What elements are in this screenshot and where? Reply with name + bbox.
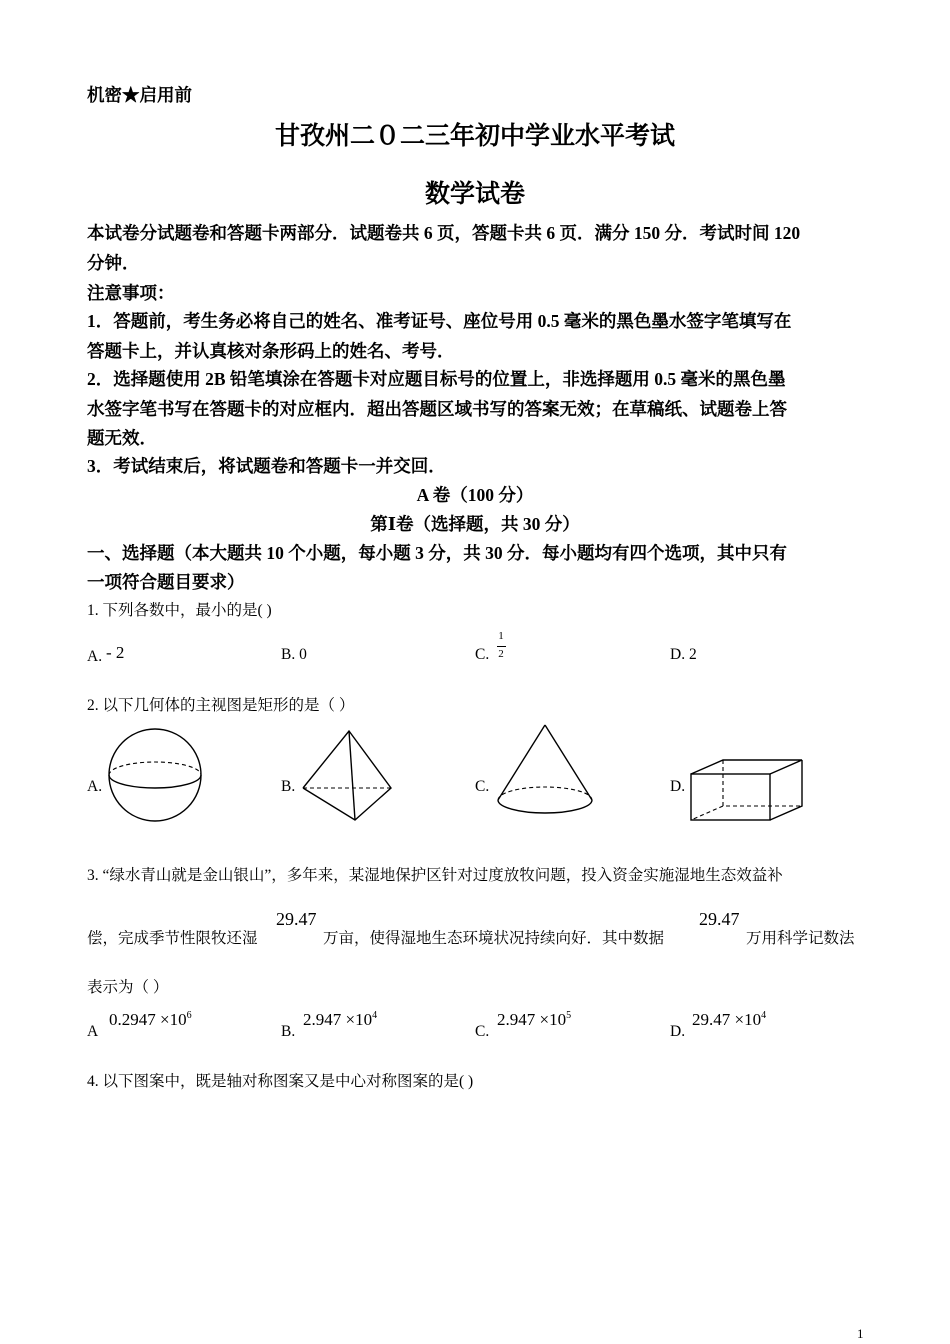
q3-option-d-exponent: 4: [761, 1010, 767, 1021]
note-3: 3．考试结束后，将试题卷和答题卡一并交回．: [87, 456, 446, 476]
q3-number-1: 29.47: [276, 909, 317, 929]
notes-heading: 注意事项：: [87, 283, 175, 303]
q1-option-c-label: C.: [475, 646, 490, 663]
q3-option-a-exponent: 6: [186, 1010, 192, 1021]
q3-option-a-base: 0.2947 ×10: [109, 1010, 187, 1029]
pyramid-figure: [303, 731, 391, 820]
sphere-figure: [109, 729, 201, 821]
q2-option-c-label: C.: [475, 778, 490, 795]
q3-option-d-label: D.: [670, 1023, 686, 1040]
intro-line-1: 本试卷分试题卷和答题卡两部分．试题卷共 6 页，答题卡共 6 页．满分 150 分．考试时间 120: [87, 223, 801, 243]
q3-line-1: 3. “绿水青山就是金山银山”，多年来，某湿地保护区针对过度放牧问题，投入资金实施湿地生态效益补: [87, 867, 783, 884]
q3-option-b-exponent: 4: [372, 1010, 378, 1021]
note-2-line-2: 水签字笔书写在答题卡的对应框内．超出答题区域书写的答案无效；在草稿纸、试题卷上答: [87, 399, 787, 419]
exam-title: 甘孜州二０二三年初中学业水平考试: [274, 123, 675, 150]
q2-option-a-label: A.: [87, 778, 103, 795]
q4-stem: 4. 以下图案中，既是轴对称图案又是中心对称图案的是( ): [87, 1073, 474, 1090]
q1-stem: 1. 下列各数中，最小的是( ): [87, 602, 272, 619]
note-1-line-2: 答题卡上，并认真核对条形码上的姓名、考号．: [87, 341, 455, 361]
q3-number-2: 29.47: [699, 909, 740, 929]
q1-option-a-label: A.: [87, 648, 106, 665]
q2-option-d-label: D.: [670, 778, 686, 795]
q3-option-c-exponent: 5: [566, 1010, 572, 1021]
q2-option-b-label: B.: [281, 778, 296, 795]
q1-option-c-denominator: 2: [498, 648, 504, 660]
q2-stem: 2. 以下几何体的主视图是矩形的是（ ）: [87, 697, 355, 714]
q3-option-a-label: A: [87, 1023, 99, 1040]
q3-option-b-base: 2.947 ×10: [303, 1010, 373, 1029]
q3-option-b-label: B.: [281, 1023, 296, 1040]
q3-option-a-value: [109, 1010, 192, 1030]
q3-option-d-base: 29.47 ×10: [692, 1010, 762, 1029]
intro-line-2: 分钟．: [87, 253, 140, 273]
cone-figure: [498, 725, 592, 813]
q1-option-d: D. 2: [670, 646, 697, 663]
q3-line-3: 表示为（ ）: [87, 979, 169, 996]
exam-subtitle: 数学试卷: [424, 181, 525, 208]
volume-1-heading: 第Ⅰ卷（选择题，共 30 分）: [370, 514, 580, 534]
note-2-line-1: 2．选择题使用 2B 铅笔填涂在答题卡对应题目标号的位置上，非选择题用 0.5 毫米的黑色墨: [87, 369, 786, 389]
q3-option-c-base: 2.947 ×10: [497, 1010, 567, 1029]
q3-line-2-part-a: 偿，完成季节性限牧还湿: [87, 930, 258, 947]
q3-line-2-part-b: 万亩，使得湿地生态环境状况持续向好．其中数据: [323, 930, 665, 947]
q1-option-c-numerator: 1: [498, 630, 504, 642]
q3-option-b-value: [303, 1010, 377, 1030]
part-1-heading-line-1: 一、选择题（本大题共 10 个小题，每小题 3 分，共 30 分．每小题均有四个选项，其中只有: [87, 543, 787, 563]
note-2-line-3: 题无效．: [87, 428, 157, 448]
q3-option-d-value: [692, 1010, 766, 1030]
q3-option-c-label: C.: [475, 1023, 490, 1040]
note-1-line-1: 1．答题前，考生务必将自己的姓名、准考证号、座位号用 0.5 毫米的黑色墨水签字笔填写在: [87, 311, 792, 331]
q3-line-2-part-c: 万用科学记数法: [746, 930, 855, 947]
q3-option-c-value: [497, 1010, 571, 1030]
part-1-heading-line-2: 一项符合题目要求）: [87, 572, 245, 592]
cuboid-figure: [691, 760, 802, 820]
volume-a-heading: A 卷（100 分）: [416, 485, 534, 505]
page-number: 1: [857, 1326, 864, 1341]
q1-option-a-value: - 2: [105, 643, 125, 662]
q1-option-b: B. 0: [281, 646, 307, 663]
confidential-label: 机密★启用前: [87, 85, 192, 105]
